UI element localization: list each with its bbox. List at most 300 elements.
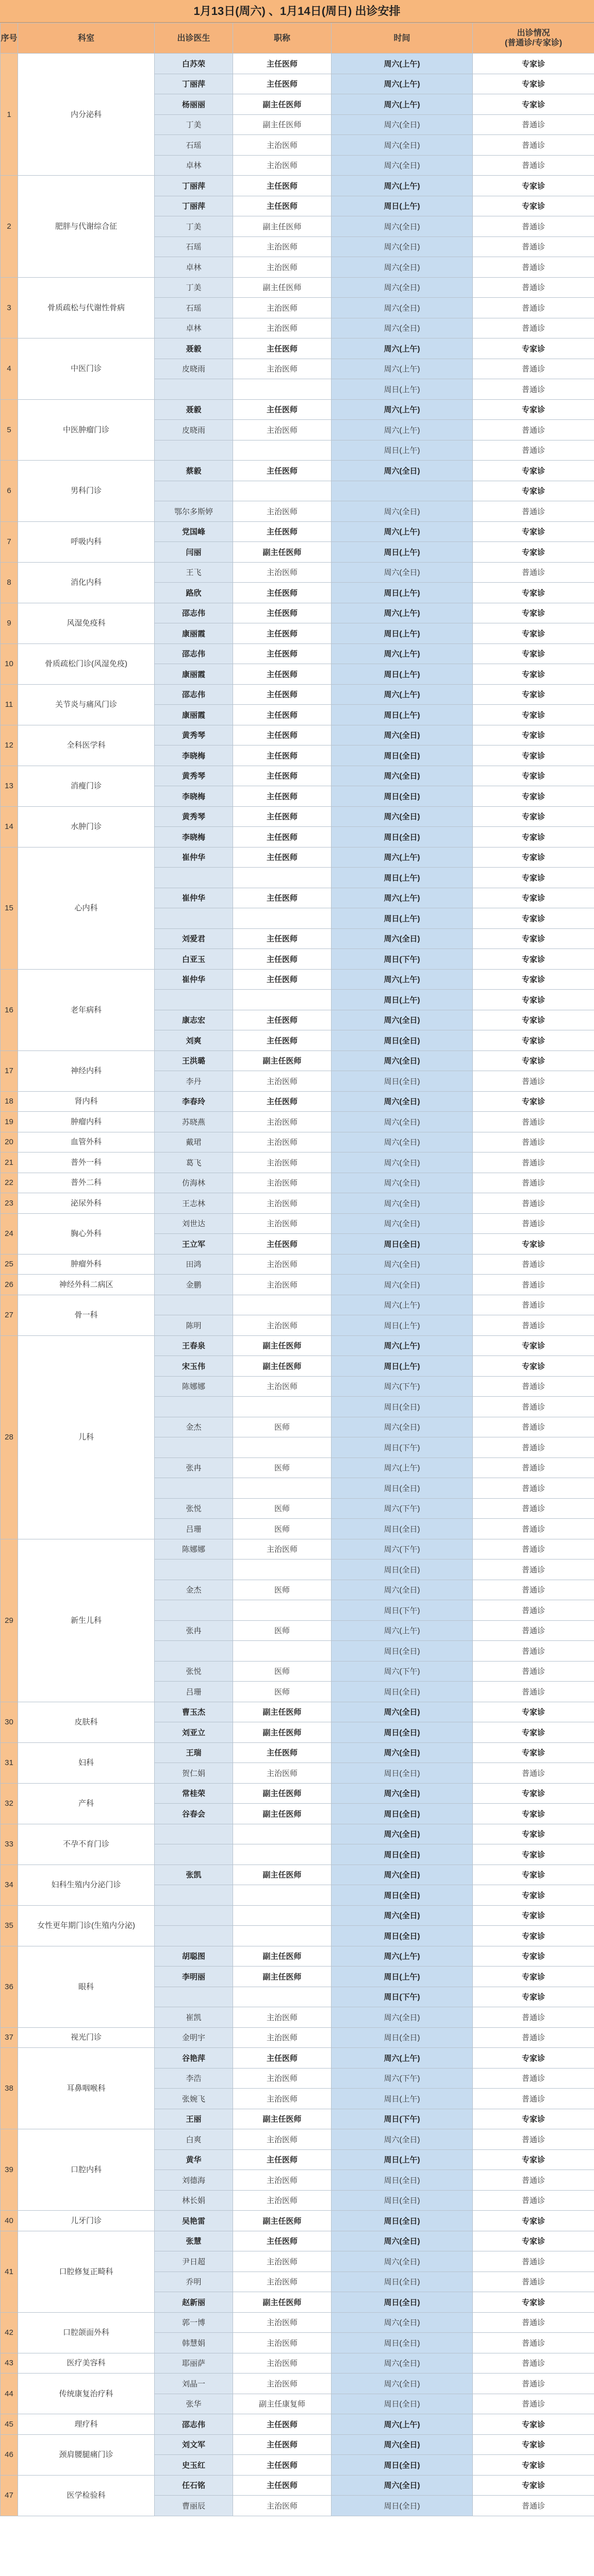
department-cell: 视光门诊 xyxy=(18,2027,155,2048)
title-cell: 主任医师 xyxy=(233,2231,332,2251)
doctor-cell: 白爽 xyxy=(155,2129,233,2150)
clinic-type-cell: 专家诊 xyxy=(473,2048,594,2069)
clinic-type-cell: 专家诊 xyxy=(473,603,594,623)
row-seq: 45 xyxy=(1,2414,18,2435)
clinic-type-cell: 专家诊 xyxy=(473,583,594,603)
schedule-table xyxy=(0,23,594,2516)
time-cell: 周六(全日) xyxy=(332,725,473,745)
department-cell: 消化内科 xyxy=(18,562,155,603)
title-cell: 主任医师 xyxy=(233,2048,332,2069)
title-cell: 主治医师 xyxy=(233,1112,332,1132)
table-row xyxy=(1,399,594,420)
title-cell: 主任医师 xyxy=(233,827,332,848)
clinic-type-cell: 普通诊 xyxy=(473,2190,594,2211)
time-cell: 周日(全日) xyxy=(332,1397,473,1417)
doctor-cell: 胡聪图 xyxy=(155,1946,233,1967)
row-seq: 36 xyxy=(1,1946,18,2027)
time-cell: 周六(上午) xyxy=(332,969,473,990)
department-cell: 产科 xyxy=(18,1783,155,1824)
time-cell: 周六(全日) xyxy=(332,2353,473,2374)
title-cell: 主任医师 xyxy=(233,54,332,74)
clinic-type-cell: 专家诊 xyxy=(473,969,594,990)
clinic-type-cell: 专家诊 xyxy=(473,94,594,115)
time-cell: 周日(全日) xyxy=(332,1682,473,1702)
title-cell: 副主任医师 xyxy=(233,1722,332,1743)
title-cell: 主治医师 xyxy=(233,1376,332,1397)
title-cell: 主任医师 xyxy=(233,2475,332,2496)
table-row xyxy=(1,1050,594,1071)
department-cell: 关节炎与痛风门诊 xyxy=(18,684,155,725)
clinic-type-cell: 专家诊 xyxy=(473,745,594,766)
doctor-cell: 刘文军 xyxy=(155,2434,233,2455)
title-cell: 主任医师 xyxy=(233,806,332,827)
time-cell: 周六(上午) xyxy=(332,359,473,379)
doctor-cell: 丁丽萍 xyxy=(155,176,233,196)
department-cell: 理疗科 xyxy=(18,2414,155,2435)
title-cell xyxy=(233,1926,332,1946)
row-seq: 32 xyxy=(1,1783,18,1824)
table-row xyxy=(1,1783,594,1804)
time-cell: 周六(全日) xyxy=(332,2007,473,2028)
clinic-type-cell: 专家诊 xyxy=(473,1783,594,1804)
clinic-type-cell: 普通诊 xyxy=(473,2007,594,2028)
page-title: 1月13日(周六) 、1月14日(周日) 出诊安排 xyxy=(0,0,594,23)
clinic-type-cell: 普通诊 xyxy=(473,155,594,176)
clinic-type-cell: 普通诊 xyxy=(473,501,594,522)
time-cell: 周六(全日) xyxy=(332,1783,473,1804)
title-cell: 副主任医师 xyxy=(233,1967,332,1987)
table-row xyxy=(1,1173,594,1193)
title-cell: 主治医师 xyxy=(233,2190,332,2211)
clinic-type-cell: 专家诊 xyxy=(473,1885,594,1906)
time-cell: 周六(全日) xyxy=(332,135,473,156)
clinic-type-cell: 专家诊 xyxy=(473,2434,594,2455)
table-row xyxy=(1,1335,594,1356)
time-cell: 周日(上午) xyxy=(332,379,473,400)
row-seq: 30 xyxy=(1,1702,18,1742)
doctor-cell: 陈明 xyxy=(155,1315,233,1336)
title-cell: 主任医师 xyxy=(233,2414,332,2435)
clinic-type-cell: 普通诊 xyxy=(473,318,594,338)
title-cell: 主任医师 xyxy=(233,1010,332,1030)
row-seq: 25 xyxy=(1,1254,18,1275)
table-row xyxy=(1,1742,594,1763)
clinic-type-cell: 专家诊 xyxy=(473,1865,594,1885)
doctor-cell: 康志宏 xyxy=(155,1010,233,1030)
doctor-cell xyxy=(155,379,233,400)
doctor-cell: 刘德海 xyxy=(155,2170,233,2191)
row-seq: 31 xyxy=(1,1742,18,1783)
title-cell xyxy=(233,1905,332,1926)
doctor-cell: 李明丽 xyxy=(155,1967,233,1987)
clinic-type-cell: 普通诊 xyxy=(473,440,594,461)
row-seq: 26 xyxy=(1,1275,18,1295)
row-seq: 39 xyxy=(1,2129,18,2211)
time-cell: 周六(全日) xyxy=(332,155,473,176)
time-cell: 周六(下午) xyxy=(332,1376,473,1397)
doctor-cell: 卓林 xyxy=(155,257,233,278)
title-cell: 副主任医师 xyxy=(233,2109,332,2129)
clinic-type-cell: 专家诊 xyxy=(473,399,594,420)
clinic-type-cell: 专家诊 xyxy=(473,1742,594,1763)
time-cell: 周六(全日) xyxy=(332,216,473,237)
doctor-cell: 石瑶 xyxy=(155,236,233,257)
department-cell: 口腔内科 xyxy=(18,2129,155,2211)
clinic-type-cell: 普通诊 xyxy=(473,2027,594,2048)
title-cell xyxy=(233,1600,332,1621)
time-cell: 周日(下午) xyxy=(332,1600,473,1621)
time-cell: 周日(上午) xyxy=(332,196,473,216)
department-cell: 胸心外科 xyxy=(18,1213,155,1254)
clinic-type-cell: 专家诊 xyxy=(473,176,594,196)
doctor-cell: 王志林 xyxy=(155,1193,233,1214)
row-seq: 27 xyxy=(1,1295,18,1335)
doctor-cell: 聂毅 xyxy=(155,338,233,359)
doctor-cell: 仿海林 xyxy=(155,1173,233,1193)
title-cell: 主治医师 xyxy=(233,2272,332,2292)
title-cell: 主治医师 xyxy=(233,318,332,338)
clinic-type-cell: 普通诊 xyxy=(473,216,594,237)
time-cell: 周六(全日) xyxy=(332,1742,473,1763)
row-seq: 34 xyxy=(1,1865,18,1905)
title-cell: 主任医师 xyxy=(233,338,332,359)
row-seq: 33 xyxy=(1,1824,18,1865)
doctor-cell: 吕珊 xyxy=(155,1519,233,1539)
doctor-cell xyxy=(155,440,233,461)
time-cell: 周日(上午) xyxy=(332,1315,473,1336)
time-cell: 周六(全日) xyxy=(332,928,473,949)
doctor-cell: 李晓梅 xyxy=(155,827,233,848)
clinic-type-cell: 专家诊 xyxy=(473,990,594,1010)
clinic-type-cell: 专家诊 xyxy=(473,725,594,745)
row-seq: 3 xyxy=(1,277,18,338)
clinic-type-cell: 普通诊 xyxy=(473,562,594,583)
time-cell: 周日(全日) xyxy=(332,786,473,807)
time-cell: 周日(全日) xyxy=(332,1763,473,1784)
time-cell: 周六(下午) xyxy=(332,1539,473,1560)
title-cell: 主任医师 xyxy=(233,664,332,685)
title-cell: 主治医师 xyxy=(233,1153,332,1173)
clinic-type-cell: 专家诊 xyxy=(473,1050,594,1071)
title-cell: 副主任医师 xyxy=(233,1050,332,1071)
clinic-type-cell: 专家诊 xyxy=(473,1722,594,1743)
clinic-type-cell: 普通诊 xyxy=(473,379,594,400)
table-row xyxy=(1,1824,594,1844)
row-seq: 40 xyxy=(1,2211,18,2231)
time-cell: 周日(全日) xyxy=(332,1071,473,1092)
clinic-type-cell: 普通诊 xyxy=(473,1478,594,1499)
title-cell xyxy=(233,379,332,400)
doctor-cell: 康丽霞 xyxy=(155,623,233,644)
title-cell: 主治医师 xyxy=(233,2353,332,2374)
time-cell: 周六(全日) xyxy=(332,257,473,278)
clinic-type-cell: 专家诊 xyxy=(473,1844,594,1865)
title-cell: 主治医师 xyxy=(233,1071,332,1092)
row-seq: 24 xyxy=(1,1213,18,1254)
table-row xyxy=(1,684,594,705)
clinic-type-cell: 专家诊 xyxy=(473,806,594,827)
doctor-cell: 谷春会 xyxy=(155,1804,233,1824)
title-cell: 副主任医师 xyxy=(233,1783,332,1804)
time-cell: 周六(上午) xyxy=(332,1946,473,1967)
doctor-cell: 李晓梅 xyxy=(155,745,233,766)
time-cell: 周六(全日) xyxy=(332,1153,473,1173)
clinic-type-cell: 普通诊 xyxy=(473,2394,594,2414)
row-seq: 21 xyxy=(1,1153,18,1173)
department-cell: 新生儿科 xyxy=(18,1539,155,1702)
row-seq: 37 xyxy=(1,2027,18,2048)
column-header-department: 科室 xyxy=(18,23,155,54)
clinic-type-cell: 专家诊 xyxy=(473,1010,594,1030)
row-seq: 44 xyxy=(1,2374,18,2414)
doctor-cell: 戴珺 xyxy=(155,1132,233,1153)
title-cell: 主治医师 xyxy=(233,2333,332,2353)
title-cell: 主治医师 xyxy=(233,2496,332,2516)
doctor-cell: 党国峰 xyxy=(155,521,233,542)
time-cell: 周日(上午) xyxy=(332,990,473,1010)
doctor-cell: 崔仲华 xyxy=(155,847,233,868)
title-cell xyxy=(233,1641,332,1662)
clinic-type-cell: 普通诊 xyxy=(473,2129,594,2150)
time-cell: 周六(全日) xyxy=(332,1091,473,1112)
doctor-cell xyxy=(155,1437,233,1458)
table-row xyxy=(1,1946,594,1967)
clinic-type-cell: 专家诊 xyxy=(473,1824,594,1844)
doctor-cell: 郭一博 xyxy=(155,2312,233,2333)
department-cell: 口腔修复正畸科 xyxy=(18,2231,155,2312)
title-cell: 主治医师 xyxy=(233,2068,332,2089)
clinic-type-cell: 普通诊 xyxy=(473,1213,594,1234)
department-cell: 普外一科 xyxy=(18,1153,155,1173)
time-cell: 周六(上午) xyxy=(332,1295,473,1315)
doctor-cell: 王立军 xyxy=(155,1234,233,1255)
time-cell: 周日(上午) xyxy=(332,583,473,603)
clinic-type-cell: 专家诊 xyxy=(473,1030,594,1051)
title-cell: 主任医师 xyxy=(233,766,332,786)
clinic-type-cell: 普通诊 xyxy=(473,1275,594,1295)
row-seq: 15 xyxy=(1,847,18,969)
doctor-cell: 黄华 xyxy=(155,2149,233,2170)
table-row xyxy=(1,2353,594,2374)
time-cell: 周六(全日) xyxy=(332,236,473,257)
department-cell: 皮肤科 xyxy=(18,1702,155,1742)
department-cell: 肾内科 xyxy=(18,1091,155,1112)
department-cell: 肿瘤内科 xyxy=(18,1112,155,1132)
department-cell: 医疗美容科 xyxy=(18,2353,155,2374)
clinic-type-cell: 普通诊 xyxy=(473,1620,594,1641)
title-cell: 副主任医师 xyxy=(233,2292,332,2313)
table-row xyxy=(1,521,594,542)
title-cell: 主治医师 xyxy=(233,1254,332,1275)
title-cell xyxy=(233,1295,332,1315)
clinic-type-cell: 普通诊 xyxy=(473,1132,594,1153)
doctor-cell: 金杰 xyxy=(155,1417,233,1437)
clinic-type-cell: 普通诊 xyxy=(473,1519,594,1539)
table-row xyxy=(1,2027,594,2048)
clinic-type-cell: 专家诊 xyxy=(473,521,594,542)
doctor-cell: 金杰 xyxy=(155,1580,233,1600)
row-seq: 10 xyxy=(1,643,18,684)
clinic-type-cell: 专家诊 xyxy=(473,908,594,929)
doctor-cell: 卓林 xyxy=(155,318,233,338)
doctor-cell: 邵志伟 xyxy=(155,643,233,664)
table-row xyxy=(1,969,594,990)
time-cell: 周日(全日) xyxy=(332,1560,473,1580)
time-cell: 周六(全日) xyxy=(332,1050,473,1071)
time-cell: 周六(下午) xyxy=(332,1661,473,1682)
clinic-type-cell: 普通诊 xyxy=(473,1560,594,1580)
title-cell: 主任医师 xyxy=(233,1030,332,1051)
doctor-cell xyxy=(155,1926,233,1946)
doctor-cell: 尹日超 xyxy=(155,2251,233,2272)
doctor-cell: 刘爱君 xyxy=(155,928,233,949)
department-cell: 男科门诊 xyxy=(18,461,155,522)
doctor-cell: 鄂尔多斯婷 xyxy=(155,501,233,522)
department-cell: 骨一科 xyxy=(18,1295,155,1335)
time-cell: 周日(全日) xyxy=(332,1804,473,1824)
title-cell: 主任医师 xyxy=(233,684,332,705)
clinic-type-cell: 专家诊 xyxy=(473,1234,594,1255)
title-cell: 主治医师 xyxy=(233,2129,332,2150)
clinic-type-cell: 普通诊 xyxy=(473,1763,594,1784)
time-cell: 周六(上午) xyxy=(332,2414,473,2435)
title-cell: 主治医师 xyxy=(233,2007,332,2028)
title-cell: 主治医师 xyxy=(233,2374,332,2394)
doctor-cell: 谷艳萍 xyxy=(155,2048,233,2069)
row-seq: 16 xyxy=(1,969,18,1050)
department-cell: 眼科 xyxy=(18,1946,155,2027)
time-cell: 周六(上午) xyxy=(332,420,473,440)
clinic-type-cell: 普通诊 xyxy=(473,420,594,440)
clinic-type-cell: 普通诊 xyxy=(473,1071,594,1092)
time-cell: 周六(全日) xyxy=(332,2312,473,2333)
doctor-cell: 丁美 xyxy=(155,216,233,237)
doctor-cell: 韩慧娟 xyxy=(155,2333,233,2353)
clinic-type-cell: 专家诊 xyxy=(473,481,594,501)
table-row xyxy=(1,277,594,298)
table-row xyxy=(1,2231,594,2251)
doctor-cell: 刘亚立 xyxy=(155,1722,233,1743)
title-cell: 主治医师 xyxy=(233,501,332,522)
clinic-type-cell: 专家诊 xyxy=(473,461,594,481)
clinic-type-cell: 专家诊 xyxy=(473,1967,594,1987)
clinic-type-cell: 普通诊 xyxy=(473,1437,594,1458)
time-cell: 周六(上午) xyxy=(332,1458,473,1478)
title-cell: 主治医师 xyxy=(233,298,332,318)
clinic-type-cell: 普通诊 xyxy=(473,1254,594,1275)
table-row xyxy=(1,1112,594,1132)
doctor-cell: 张凯 xyxy=(155,1865,233,1885)
clinic-type-cell: 专家诊 xyxy=(473,1356,594,1377)
row-seq: 19 xyxy=(1,1112,18,1132)
title-cell: 副主任医师 xyxy=(233,1946,332,1967)
time-cell: 周日(全日) xyxy=(332,2027,473,2048)
doctor-cell: 杨丽丽 xyxy=(155,94,233,115)
doctor-cell: 白苏荣 xyxy=(155,54,233,74)
department-cell: 医学检验科 xyxy=(18,2475,155,2516)
clinic-type-cell: 普通诊 xyxy=(473,1682,594,1702)
clinic-type-cell: 专家诊 xyxy=(473,827,594,848)
doctor-cell: 陈娜娜 xyxy=(155,1376,233,1397)
table-row xyxy=(1,1905,594,1926)
row-seq: 29 xyxy=(1,1539,18,1702)
time-cell: 周日(下午) xyxy=(332,949,473,970)
time-cell: 周六(全日) xyxy=(332,1865,473,1885)
doctor-cell: 石瑶 xyxy=(155,135,233,156)
time-cell: 周日(全日) xyxy=(332,745,473,766)
time-cell: 周六(上午) xyxy=(332,54,473,74)
clinic-type-cell: 专家诊 xyxy=(473,2292,594,2313)
doctor-cell: 刘晶一 xyxy=(155,2374,233,2394)
time-cell: 周六(全日) xyxy=(332,2129,473,2150)
clinic-type-cell: 普通诊 xyxy=(473,1580,594,1600)
doctor-cell: 张慧 xyxy=(155,2231,233,2251)
row-seq: 47 xyxy=(1,2475,18,2516)
row-seq: 38 xyxy=(1,2048,18,2129)
title-cell: 主任医师 xyxy=(233,583,332,603)
column-header-time: 时间 xyxy=(332,23,473,54)
table-row xyxy=(1,2048,594,2069)
clinic-type-cell: 专家诊 xyxy=(473,1804,594,1824)
doctor-cell: 石瑶 xyxy=(155,298,233,318)
clinic-type-cell: 普通诊 xyxy=(473,236,594,257)
time-cell: 周日(下午) xyxy=(332,2109,473,2129)
table-row xyxy=(1,54,594,74)
department-cell: 颈肩腰腿痛门诊 xyxy=(18,2434,155,2475)
title-cell: 主任医师 xyxy=(233,399,332,420)
row-seq: 9 xyxy=(1,603,18,643)
department-cell: 耳鼻咽喉科 xyxy=(18,2048,155,2129)
doctor-cell: 李丹 xyxy=(155,1071,233,1092)
title-cell: 主任医师 xyxy=(233,705,332,725)
time-cell: 周六(上午) xyxy=(332,1335,473,1356)
time-cell: 周六(全日) xyxy=(332,1905,473,1926)
row-seq: 22 xyxy=(1,1173,18,1193)
time-cell: 周日(全日) xyxy=(332,2496,473,2516)
title-cell: 主任医师 xyxy=(233,745,332,766)
doctor-cell: 丁丽萍 xyxy=(155,196,233,216)
title-cell: 主任医师 xyxy=(233,2455,332,2476)
doctor-cell xyxy=(155,481,233,501)
title-cell: 医师 xyxy=(233,1458,332,1478)
doctor-cell: 路欣 xyxy=(155,583,233,603)
time-cell: 周六(全日) xyxy=(332,2434,473,2455)
row-seq: 1 xyxy=(1,54,18,176)
clinic-type-cell: 普通诊 xyxy=(473,1397,594,1417)
column-header-clinic-type: 出诊情况 (普通诊/专家诊) xyxy=(473,23,594,54)
table-row xyxy=(1,766,594,786)
time-cell: 周日(全日) xyxy=(332,1926,473,1946)
doctor-cell: 崔仲华 xyxy=(155,888,233,908)
doctor-cell: 卓林 xyxy=(155,155,233,176)
time-cell: 周六(全日) xyxy=(332,1824,473,1844)
title-cell: 副主任医师 xyxy=(233,542,332,563)
clinic-type-cell: 专家诊 xyxy=(473,2109,594,2129)
clinic-type-cell: 专家诊 xyxy=(473,2414,594,2435)
doctor-cell: 李春玲 xyxy=(155,1091,233,1112)
department-cell: 中医门诊 xyxy=(18,338,155,400)
doctor-cell xyxy=(155,1885,233,1906)
clinic-type-cell: 专家诊 xyxy=(473,786,594,807)
doctor-cell: 金鹏 xyxy=(155,1275,233,1295)
department-cell: 水肿门诊 xyxy=(18,806,155,847)
title-cell: 主治医师 xyxy=(233,1539,332,1560)
time-cell: 周日(上午) xyxy=(332,868,473,888)
doctor-cell: 丁美 xyxy=(155,277,233,298)
time-cell: 周日(全日) xyxy=(332,1234,473,1255)
clinic-type-cell: 普通诊 xyxy=(473,1315,594,1336)
clinic-type-cell: 专家诊 xyxy=(473,1905,594,1926)
